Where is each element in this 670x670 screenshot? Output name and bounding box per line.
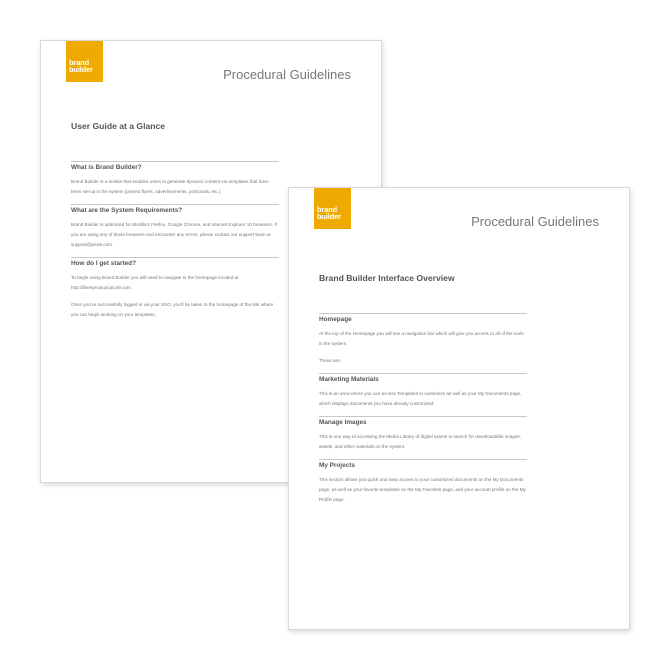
document-heading: Brand Builder Interface Overview [319,273,455,283]
logo-line: brand [69,58,90,67]
section-text: Brand Builder is optimized for Mozilla's Firefox, Google Chrome, and Internet Explorer 10 browsers. If you are using any of those browsers and encounter any errors, please contact our support team at support@pica9.com. [71,222,277,247]
document-page-interface-overview [288,187,630,630]
logo-line: builder [69,65,93,74]
section-title: Marketing Materials [319,376,379,383]
section [319,459,527,505]
section-title: What are the System Requirements? [71,207,183,214]
logo-line: brand [317,205,338,214]
sections [71,161,279,327]
section-text: To begin using Brand Builder you will need to navigate to the homepage located at http://libertymutual.pica9.com. [71,275,239,290]
section-title: Homepage [319,316,352,323]
section [71,257,279,320]
section-text: Brand Builder is a toolset that enables users to generate dynamic content via templates that have been set-up in the system (printed flyers, advertisements, postcards, etc.) [71,179,269,194]
section [71,204,279,250]
section-title: My Projects [319,462,355,469]
logo-line: builder [317,212,341,221]
section [319,313,527,366]
section-text: This is one way of accessing the Media Library of digital assets to search for downloadable images, assets, and other materials on the system. [319,434,521,449]
document-heading: User Guide at a Glance [71,121,166,131]
brand-builder-logo [66,41,103,82]
section-title: Manage Images [319,419,367,426]
section-title: What is Brand Builder? [71,164,142,171]
section-text: At the top of the Homepage you will see a navigation bar which will give you access to all of the tools in the system. [319,331,524,346]
section-text: These are: [319,358,341,363]
section-text: This is an area where you can access Templates to customize as well as your My Documents page, which displays documents you have already customized. [319,391,522,406]
section [319,416,527,452]
section-title: How do I get started? [71,260,136,267]
section-text: This section allows you quick and easy access to your customized documents on the My Documents page, as well as your favorite templates on the My Favorites page, and your account profile on the My Profile page. [319,477,526,502]
page-title: Procedural Guidelines [223,67,351,82]
sections [319,313,527,512]
brand-builder-logo [314,188,351,229]
section-text: Once you've successfully logged in via your SSO, you'll be taken to the homepage of the site where you can begin working on your templates. [71,302,274,317]
page-title: Procedural Guidelines [471,214,599,229]
section [319,373,527,409]
section [71,161,279,197]
